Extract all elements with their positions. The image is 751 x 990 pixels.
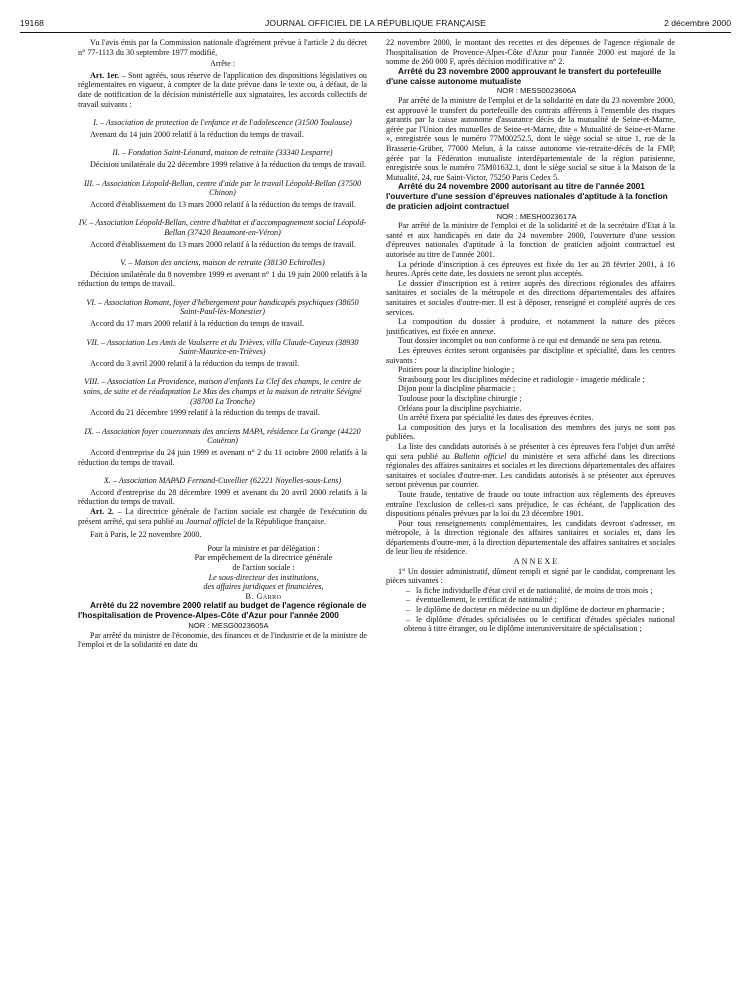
article-2 [78,507,367,526]
list-paragraph-text-end: du ministère et sera affiché dans les directions régionales des affaires sanitaires et sociales et les directions départementales des affaires sanitaires et sociales d'outre-mer. Les candidats autorisés à se présenter aux épreuves seront prévenus par courrier. [386,451,675,490]
nor-reference: NOR : MESG0023605A [188,620,269,630]
agreement-heading: I. – Association de protection de l'enfance et de l'adolescence (31500 Toulouse) [93,118,352,128]
agreement-text: Accord d'entreprise du 24 juin 1999 et avenant n° 2 du 11 octobre 2000 relatifs à la réduction du temps de travail. [78,448,367,467]
article-paragraph: La composition du dossier à produire, et notamment la nature des pièces justificatives, est fixée en annexe. [386,317,675,336]
article-paragraph: Par arrêté de la ministre de l'emploi et de la solidarité en date du 23 novembre 2000, est approuvé le transfert du portefeuille des contrats afférents à l'ensemble des risques garantis par la caisse autonome d'assurance décès de la mutualité de Seine-et-Marne, gérée par l'Union des mutuelles de Seine-et-Marne, dite « Mutualité de Seine-et-Marne », enregistrée sous le numéro 77M00252.5, dont le siège social se situe 1, rue de la Brasserie-Grüber, 77000 Melun, à la caisse autonome vie-retraite-décès de la FMP, gérée par la Fédération mutualiste interdépartementale de la région parisienne, enregistrée sous le numéro 75M01632.1, dont le siège social se situe à la Maison de la Mutualité, 24, rue Saint-Victor, 75250 Paris Cedex 5. [386,95,675,182]
center-item: Orléans pour la discipline psychiatrie. [398,403,522,413]
annexe-list-item: – le diplôme de docteur en médecine ou un diplôme de docteur en pharmacie ; [386,605,675,615]
article-paragraph: Le dossier d'inscription est à retirer auprès des directions régionales des affaires sanitaires et sociales de la métropole et des directions départementales des affaires sanitaires et sociales d'outre-mer. Il est à déposer, renseigné et complété auprès de ces services. [386,278,675,317]
signature-line: de l'action sociale : [232,562,295,572]
page-header [20,17,731,29]
article-title: Arrêté du 22 novembre 2000 relatif au budget de l'agence régionale de l'hospitalisation de Provence-Alpes-Côte d'Azur pour l'année 2000 [78,600,367,621]
center-item: Poitiers pour la discipline biologie ; [398,365,515,375]
bulletin-officiel-ref: Bulletin officiel [453,451,507,461]
article-paragraph: Les épreuves écrites seront organisées par discipline et spécialité, dans les centres suivants : [386,346,675,365]
article-paragraph: Un arrêté fixera par spécialité les dates des épreuves écrites. [398,413,594,423]
agreement-heading: VIII. – Association La Providence, maison d'enfants La Clef des champs, le centre de soins, de suite et de réadaptation Le Mas des champs et la maison de retraite Sévigné (38700 La Tronche) [83,377,362,406]
article-2-text: – La directrice générale de l'action sociale est chargée de l'exécution du présent arrêté, qui sera publié au [78,506,367,526]
article-1-label: Art. 1er. [90,70,120,80]
list-paragraph-text: La liste des candidats autorisés à se présenter à ces épreuves fera l'objet d'un arrêté qui sera publié au [386,441,675,461]
header-rule [20,32,731,33]
agreement-heading: III. – Association Léopold-Bellan, centre d'aide par le travail Léopold-Bellan (37500 Chinon) [83,178,362,198]
nor-reference: NOR : MESH0023617A [496,211,577,221]
annexe-list-item: – la fiche individuelle d'état civil et de nationalité, de moins de trois mois ; [386,586,675,596]
agreement-heading: V. – Maison des anciens, maison de retraite (38130 Echirolles) [120,258,325,268]
article-paragraph: La période d'inscription à ces épreuves est fixée du 1er au 28 février 2001, à 16 heures. Après cette date, les dossiers ne seront plus acceptés. [386,259,675,279]
signature-line: des affaires juridiques et financières, [203,582,324,592]
agreement-text: Accord du 3 avril 2000 relatif à la réduction du temps de travail. [90,358,300,368]
article-paragraph: Toute fraude, tentative de fraude ou toute infraction aux règlements des épreuves entraîne l'exclusion de celles-ci sans préjudice, le cas échéant, de l'application des dispositions pénales prévues par la loi du 23 décembre 1901. [386,489,675,519]
continuation-paragraph: 22 novembre 2000, le montant des recettes et des dépenses de l'agence régionale de l'hospitalisation de Provence-Alpes-Côte d'Azur pour l'année 2000 est majoré de la somme de 260 000 F, après décision modificative n° 2. [386,38,675,67]
agreement-text: Accord d'entreprise du 28 décembre 1999 et avenant du 20 avril 2000 relatifs à la réduction du temps de travail. [78,487,367,507]
article-title: Arrêté du 23 novembre 2000 approuvant le transfert du portefeuille d'une caisse autonome mutualiste [386,65,662,86]
agreement-text: Accord du 17 mars 2000 relatif à la réduction du temps de travail. [90,319,305,329]
article-paragraph: Par arrêté du ministre de l'économie, des finances et de l'industrie et de la ministre de l'emploi et de la solidarité en date du [78,630,367,650]
intro-paragraph: Vu l'avis émis par la Commission nationale d'agrément prévue à l'article 2 du décret n° 77-1113 du 30 septembre 1977 modifié, [78,38,367,57]
article-2-text-end: de la République française. [235,516,326,526]
agreement-heading: VI. – Association Romant, foyer d'hébergement pour handicapés psychiques (38650 Saint-Paul-lès-Monestier) [86,297,359,317]
signature-line: Pour la ministre et par délégation : [207,543,320,553]
right-column [386,38,675,986]
nor-reference: NOR : MESS0023606A [496,86,577,96]
done-line: Fait à Paris, le 22 novembre 2000. [90,530,202,540]
agreement-heading: X. – Association MAPAD Fernand-Cuvellier (62221 Noyelles-sous-Lens) [103,476,342,486]
agreement-heading: IV. – Association Léopold-Bellan, centre d'habitat et d'accompagnement social Léopold-Bellan (37420 Beaumont-en-Véron) [78,218,367,237]
article-paragraph: Tout dossier incomplet ou non conforme à ce qui est demandé ne sera pas retenu. [398,336,662,346]
arrete-line: Arrête : [209,59,236,69]
article-1-text: – Sont agréés, sous réserve de l'application des dispositions législatives ou réglementaires en vigueur, à compter de la date prévue dans le texte ou, à défaut, de la date de notification de la décision ministérielle aux signataires, les accords collectifs de travail suivants : [78,70,367,109]
annexe-list-item: – le diplôme d'études spécialisées ou le certificat d'études spéciales national obtenu à titre étranger, ou le diplôme interuniversitaire de spécialisation ; [386,615,675,634]
agreement-heading: IX. – Association foyer coueronnais des anciens MAPA, résidence La Grange (44220 Couëron) [84,426,361,446]
article-paragraph: Pour tous renseignements complémentaires, les candidats devront s'adresser, en métropole, à la direction régionale des affaires sanitaires et sociales et, dans les départements d'outre-mer, à la direction départementale des affaires sanitaires et sociales de leur lieu de résidence. [386,518,675,557]
article-title: Arrêté du 24 novembre 2000 autorisant au titre de l'année 2001 l'ouverture d'une session d'épreuves nationales d'aptitude à la fonction de praticien adjoint contractuel [386,181,668,211]
page-number: 19168 [20,18,44,28]
signatory-name: B. Garro [245,591,282,601]
article-paragraph: Par arrêté de la ministre de l'emploi et de la solidarité et de la secrétaire d'Etat à la santé et aux handicapés en date du 24 novembre 2000, l'ouverture d'une session d'épreuves nationales d'aptitude à la fonction de praticien adjoint contractuel est autorisée au titre de l'année 2001. [386,221,675,260]
center-item: Strasbourg pour les disciplines médecine et radiologie - imagerie médicale ; [398,374,645,384]
agreement-heading: II. – Fondation Saint-Léonard, maison de retraite (33340 Lesparre) [112,148,333,158]
center-item: Dijon pour la discipline pharmacie ; [398,384,516,394]
annexe-list-item: – éventuellement, le certificat de nationalité ; [386,595,675,605]
journal-officiel-ref: Journal officiel [185,516,236,526]
signature-line: Le sous-directeur des institutions, [208,572,319,582]
article-paragraph: La composition des jurys et la localisation des membres des jurys ne sont pas publiées. [386,422,675,442]
agreement-heading: VII. – Association Les Amis de Vaulserre et du Trièves, villa Claude-Cayeux (38930 Saint-Maurice-en-Trièves) [86,337,359,357]
signature-block [148,544,367,602]
agreement-text: Accord d'établissement du 13 mars 2000 relatif à la réduction du temps de travail. [90,199,356,209]
article-paragraph [386,442,675,490]
center-item: Toulouse pour la discipline chirurgie ; [398,393,522,403]
article-1 [78,71,367,109]
annexe-paragraph: 1° Un dossier administratif, dûment rempli et signé par le candidat, comprenant les pièces suivantes : [386,566,675,586]
article-2-label: Art. 2. [90,506,114,516]
header-date: 2 décembre 2000 [664,18,731,28]
left-column [78,38,367,986]
agreement-text: Décision unilatérale du 8 novembre 1999 et avenant n° 1 du 19 juin 2000 relatifs à la réduction du temps de travail. [78,269,367,289]
agreement-text: Accord d'établissement du 13 mars 2000 relatif à la réduction du temps de travail. [90,239,356,249]
annexe-heading: ANNEXE [513,557,560,567]
signature-line: Par empêchement de la directrice générale [194,553,333,563]
agreement-text: Avenant du 14 juin 2000 relatif à la réduction du temps de travail. [90,129,304,139]
agreement-text: Accord du 21 décembre 1999 relatif à la réduction du temps de travail. [90,408,320,418]
journal-title: JOURNAL OFFICIEL DE LA RÉPUBLIQUE FRANÇAISE [265,18,486,28]
agreement-text: Décision unilatérale du 22 décembre 1999 relative à la réduction du temps de travail. [90,159,367,169]
